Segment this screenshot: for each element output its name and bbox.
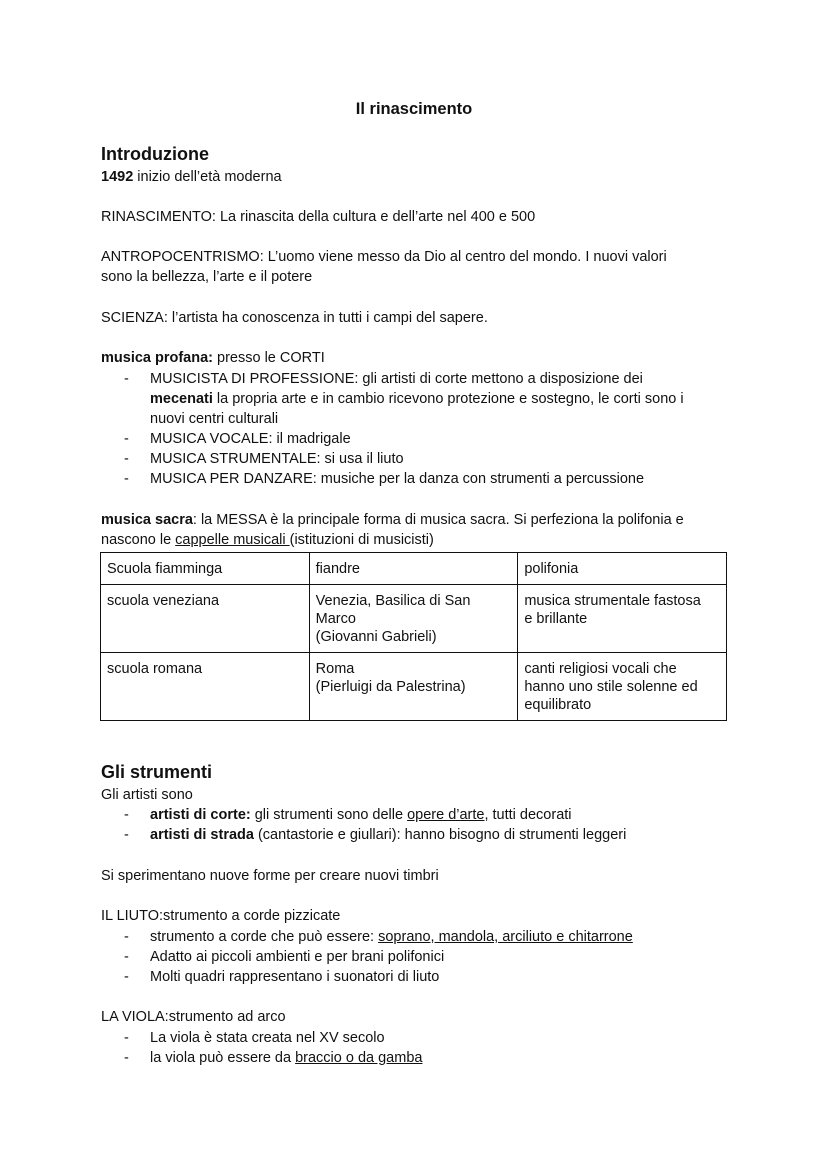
- table-cell: musica strumentale fastosa e brillante: [518, 585, 727, 653]
- bullet-dash: -: [124, 929, 129, 945]
- table-cell: Venezia, Basilica di San Marco (Giovanni Gabrieli): [309, 585, 518, 653]
- list-item-viola-2: [150, 1048, 422, 1068]
- underlined-text: cappelle musicali: [175, 532, 290, 548]
- list-item-artisti-corte: [150, 805, 572, 825]
- list-item-liuto-2: Adatto ai piccoli ambienti e per brani polifonici: [150, 949, 445, 965]
- list-item-danzare: MUSICA PER DANZARE: musiche per la danza con strumenti a percussione: [150, 471, 645, 487]
- paragraph-musica-sacra: [101, 510, 684, 530]
- table-cell: Roma (Pierluigi da Palestrina): [309, 653, 518, 721]
- bold-label: artisti di strada: [150, 827, 254, 843]
- list-item-vocale: MUSICA VOCALE: il madrigale: [150, 431, 351, 447]
- bullet-dash: -: [124, 371, 129, 387]
- list-item-strumentale: MUSICA STRUMENTALE: si usa il liuto: [150, 451, 404, 467]
- text: (istituzioni di musicisti): [289, 532, 434, 548]
- bold-label: musica profana:: [101, 350, 213, 366]
- paragraph-scienza: SCIENZA: l’artista ha conoscenza in tutti i campi del sapere.: [101, 310, 488, 326]
- table-row: [101, 653, 727, 721]
- table-row: [101, 585, 727, 653]
- document-title: Il rinascimento: [355, 100, 473, 118]
- paragraph-rinascimento: RINASCIMENTO: La rinascita della cultura e dell’arte nel 400 e 500: [101, 209, 536, 225]
- bullet-dash: -: [124, 969, 129, 985]
- text: inizio dell’età moderna: [133, 169, 282, 185]
- bullet-dash: -: [124, 827, 129, 843]
- bold-label: artisti di corte:: [150, 807, 251, 823]
- table-cell: fiandre: [309, 553, 518, 585]
- underlined-text: soprano, mandola, arciliuto e chitarrone: [378, 929, 633, 945]
- text: : la MESSA è la principale forma di musica sacra. Si perfeziona la polifonia e: [192, 512, 684, 528]
- list-item-musicista: MUSICISTA DI PROFESSIONE: gli artisti di corte mettono a disposizione dei: [150, 371, 643, 387]
- list-item-liuto-3: Molti quadri rappresentano i suonatori di liuto: [150, 969, 440, 985]
- bullet-dash: -: [124, 471, 129, 487]
- list-item-musicista-cont2: nuovi centri culturali: [150, 411, 279, 427]
- list-item-artisti-strada: [150, 825, 626, 845]
- bold-mecenati: mecenati: [150, 391, 213, 407]
- bullet-dash: -: [124, 431, 129, 447]
- paragraph-viola: LA VIOLA:strumento ad arco: [101, 1009, 286, 1025]
- text: gli strumenti sono delle: [250, 807, 408, 823]
- underlined-text: braccio o da gamba: [295, 1050, 423, 1066]
- table-cell: canti religiosi vocali che hanno uno stile solenne ed equilibrato: [518, 653, 727, 721]
- table-cell: scuola romana: [101, 653, 310, 721]
- text: la propria arte e in cambio ricevono protezione e sostegno, le corti sono i: [212, 391, 684, 407]
- list-item-viola-1: La viola è stata creata nel XV secolo: [150, 1030, 385, 1046]
- underlined-text: opere d’arte,: [407, 807, 489, 823]
- paragraph-musica-sacra-2: [101, 530, 434, 550]
- bullet-dash: -: [124, 949, 129, 965]
- text: tutti decorati: [488, 807, 572, 823]
- text: la viola può essere da: [150, 1050, 296, 1066]
- paragraph-timbri: Si sperimentano nuove forme per creare nuovi timbri: [101, 868, 439, 884]
- schools-table: [100, 552, 727, 721]
- heading-strumenti: Gli strumenti: [101, 762, 213, 782]
- paragraph-liuto: IL LIUTO:strumento a corde pizzicate: [101, 908, 341, 924]
- bullet-dash: -: [124, 1030, 129, 1046]
- text: strumento a corde che può essere:: [150, 929, 379, 945]
- paragraph-musica-profana: [101, 348, 325, 368]
- heading-introduzione: Introduzione: [101, 144, 209, 164]
- bullet-dash: -: [124, 451, 129, 467]
- bullet-dash: -: [124, 807, 129, 823]
- bold-label: musica sacra: [101, 512, 193, 528]
- bold-year: 1492: [101, 169, 134, 185]
- table-cell: Scuola fiamminga: [101, 553, 310, 585]
- text: nascono le: [101, 532, 176, 548]
- paragraph-1492: [101, 167, 282, 187]
- paragraph-artisti: Gli artisti sono: [101, 787, 193, 803]
- paragraph-antropocentrismo-1: ANTROPOCENTRISMO: L’uomo viene messo da Dio al centro del mondo. I nuovi valori: [101, 249, 667, 265]
- list-item-liuto-1: [150, 927, 633, 947]
- list-item-musicista-cont: [150, 389, 684, 409]
- paragraph-antropocentrismo-2: sono la bellezza, l’arte e il potere: [101, 269, 313, 285]
- table-cell: polifonia: [518, 553, 727, 585]
- table-cell: scuola veneziana: [101, 585, 310, 653]
- text: presso le CORTI: [213, 350, 325, 366]
- bullet-dash: -: [124, 1050, 129, 1066]
- table-row: [101, 553, 727, 585]
- text: (cantastorie e giullari): hanno bisogno di strumenti leggeri: [253, 827, 627, 843]
